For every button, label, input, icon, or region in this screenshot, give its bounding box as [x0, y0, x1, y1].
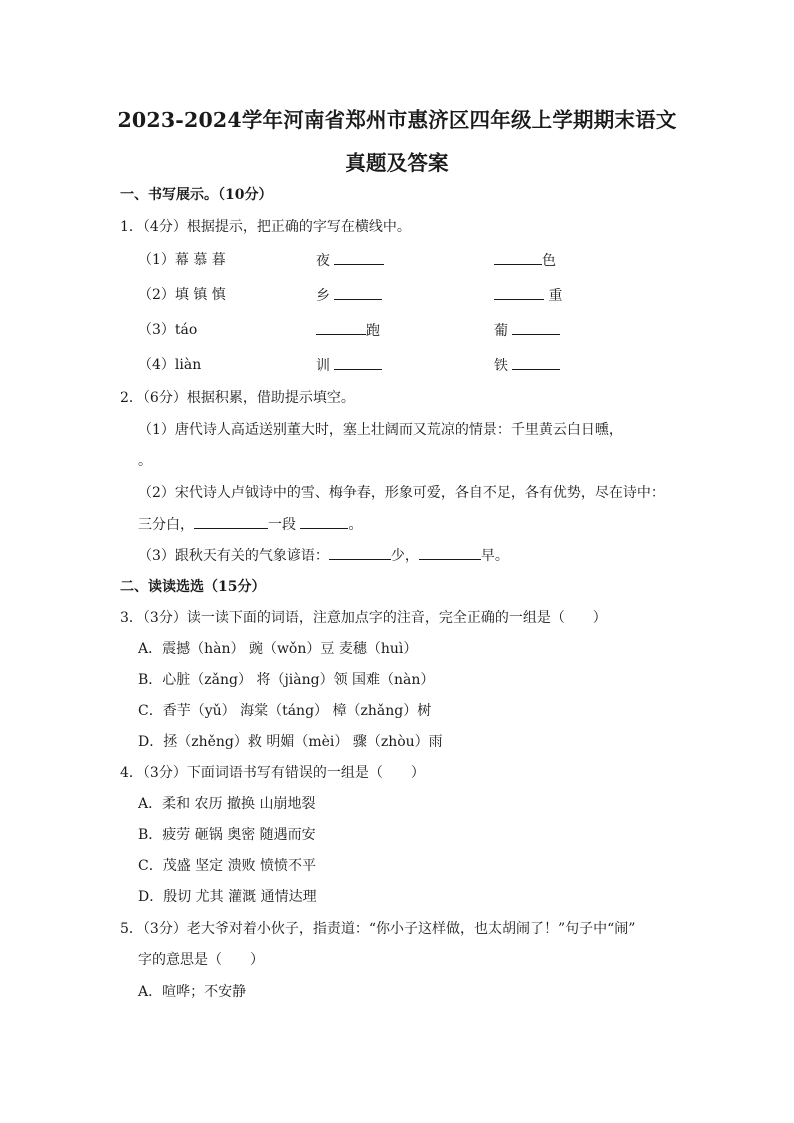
q4-option-d[interactable]: D．殷切 尤其 灌溉 通情达理 [138, 889, 317, 905]
q1-row2-answer-a: 乡 [316, 286, 382, 305]
q4-option-a[interactable]: A．柔和 农历 撤换 山崩地裂 [138, 796, 316, 812]
q1-row1-answer-a: 夜 [316, 251, 384, 270]
answer-blank[interactable] [494, 251, 542, 265]
q1-row3-answer-b: 葡 [494, 321, 560, 340]
question-2-stem: 2．（6分）根据积累，借助提示填空。 [120, 390, 355, 406]
q3-option-b[interactable]: B．心脏（zǎng） 将（jiàng）领 国难（nàn） [138, 672, 435, 688]
q1-row3-prompt: （3）táo [138, 322, 198, 338]
q1-row1-answer-b: 色 [494, 251, 556, 270]
section-heading-reading: 二、读读选选（15分） [120, 579, 266, 595]
q3-option-c[interactable]: C．香芋（yǔ） 海棠（táng） 樟（zhǎng）树 [138, 703, 432, 719]
page-title-line2: 真题及答案 [345, 151, 449, 175]
q2-part2-line1: （2）宋代诗人卢钺诗中的雪、梅争春，形象可爱，各自不足，各有优势，尽在诗中： [138, 485, 665, 501]
answer-blank[interactable] [419, 546, 481, 560]
q1-row3-answer-a: 跑 [316, 321, 380, 340]
answer-blank[interactable] [300, 515, 348, 529]
answer-blank[interactable] [512, 356, 560, 370]
question-3-stem: 3．（3分）读一读下面的词语，注意加点字的注音，完全正确的一组是（ ） [120, 610, 607, 626]
q2-part1-line2: 。 [138, 453, 152, 469]
question-4-stem: 4．（3分）下面词语书写有错误的一组是（ ） [120, 765, 425, 781]
answer-blank[interactable] [334, 286, 382, 300]
page-title-line1: 2023-2024学年河南省郑州市惠济区四年级上学期期末语文 [117, 108, 677, 132]
q2-part3: （3）跟秋天有关的气象谚语： 少， 早。 [138, 548, 509, 564]
q4-option-b[interactable]: B．疲劳 砸锅 奥密 随遇而安 [138, 827, 316, 843]
answer-blank[interactable] [194, 515, 268, 529]
q3-option-d[interactable]: D．拯（zhěng）救 明媚（mèi） 骤（zhòu）雨 [138, 734, 443, 750]
answer-blank[interactable] [512, 321, 560, 335]
question-5-stem-line2: 字的意思是（ ） [138, 952, 264, 968]
q4-option-c[interactable]: C．茂盛 坚定 溃败 愤愤不平 [138, 858, 317, 874]
section-heading-writing: 一、书写展示。（10分） [120, 187, 273, 203]
q2-part2-line2: 三分白， 一段 。 [138, 517, 363, 533]
answer-blank[interactable] [316, 321, 366, 335]
q5-option-a[interactable]: A．喧哗；不安静 [138, 984, 247, 1000]
q1-row2-answer-b: 重 [494, 286, 562, 305]
q1-row4-answer-b: 铁 [494, 356, 560, 375]
q3-option-a[interactable]: A．震撼（hàn） 豌（wǒn）豆 麦穗（huì） [138, 641, 418, 657]
q1-row4-answer-a: 训 [316, 356, 382, 375]
answer-blank[interactable] [329, 546, 391, 560]
answer-blank[interactable] [334, 251, 384, 265]
question-1-stem: 1．（4分）根据提示，把正确的字写在横线中。 [120, 219, 411, 235]
q1-row1-prompt: （1）幕 慕 暮 [138, 252, 226, 268]
answer-blank[interactable] [334, 356, 382, 370]
answer-blank[interactable] [494, 286, 544, 300]
question-5-stem-line1: 5．（3分）老大爷对着小伙子，指责道：“你小子这样做，也太胡闹了！”句子中“闹” [120, 921, 636, 937]
q1-row2-prompt: （2）填 镇 慎 [138, 287, 226, 303]
q2-part1-line1: （1）唐代诗人高适送别董大时，塞上壮阔而又荒凉的情景：千里黄云白日曛， [138, 422, 623, 438]
q1-row4-prompt: （4）liàn [138, 357, 202, 373]
